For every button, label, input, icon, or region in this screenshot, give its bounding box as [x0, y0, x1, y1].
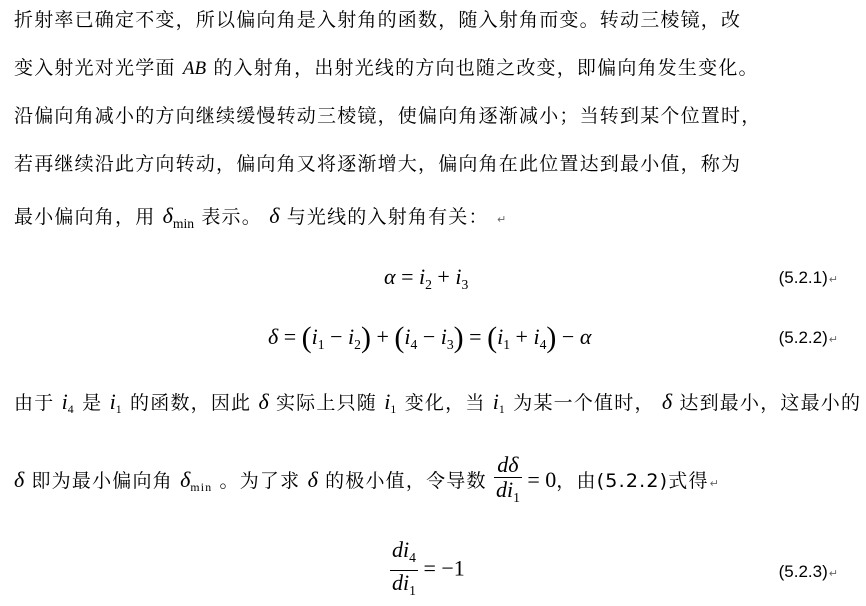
equation-5-2-2: $\delta = (i_1 - i_2) + (i_4 - i_3) = (i_1 + i_4) - \alpha$ — [268, 321, 592, 354]
text-run: 的函数，因此 — [130, 392, 252, 414]
text-run: 的入射角，出射光线的方向也随之改变，即偏向角发生变化。 — [213, 57, 759, 79]
paragraph-line-1 — [14, 7, 856, 33]
equation-number-5-2-2: (5.2.2)↵ — [778, 328, 838, 347]
delta-min-symbol: $\delta_{min}$ — [162, 203, 195, 231]
text-run: 变化，当 — [404, 392, 486, 414]
return-mark-icon: ↵ — [828, 333, 838, 346]
text-run: 变入射光对光学面 — [14, 57, 176, 79]
text-run: 。为了求 — [219, 470, 301, 492]
equation-5-2-1: $\alpha = i_2 + i_3$ — [384, 264, 469, 292]
text-run: 达到最小，这最小的 — [679, 392, 862, 414]
equation-number-5-2-3: (5.2.3)↵ — [778, 562, 838, 581]
delta-symbol: δ — [269, 203, 280, 228]
return-mark-icon: ↵ — [828, 567, 838, 580]
text-run: 若再继续沿此方向转动，偏向角又将逐渐增大，偏向角在此位置达到最小值，称为 — [14, 153, 742, 175]
surface-label: AB — [182, 58, 207, 79]
derivative-fraction: $\frac{di_4}{di_1}$ — [392, 537, 416, 598]
text-run: 是 — [82, 392, 103, 414]
equation-5-2-3: $\frac{di_4}{di_1}$ = −1 — [390, 538, 465, 603]
text-run: 的极小值，令导数 — [325, 470, 487, 492]
return-mark-icon: ↵ — [496, 213, 508, 226]
paragraph2-line-1: 由于 $i_4$ 是 $i_1$ 的函数，因此 δ 实际上只随 $i_1$ 变化，当 $i_1$ 为某一个值时， δ 达到最小，这最小的 — [14, 389, 862, 417]
text-run: 与光线的入射角有关： — [286, 206, 489, 228]
equation-number-5-2-1: (5.2.1)↵ — [778, 268, 838, 287]
paragraph-line-3 — [14, 103, 856, 129]
text-run: 最小偏向角，用 — [14, 206, 156, 228]
return-mark-icon: ↵ — [828, 273, 838, 286]
paragraph-line-5 — [14, 203, 856, 237]
text-run: 即为最小偏向角 — [31, 470, 173, 492]
text-run: 为某一个值时， — [513, 392, 655, 414]
text-run: 由于 — [14, 392, 55, 414]
text-run: ，由(5.2.2)式得 — [556, 470, 709, 492]
text-run: 实际上只随 — [275, 392, 377, 414]
paragraph-line-2 — [14, 55, 856, 82]
text-run: 折射率已确定不变，所以偏向角是入射角的函数，随入射角而变。转动三棱镜，改 — [14, 9, 742, 31]
text-run: 沿偏向角减小的方向继续缓慢转动三棱镜，使偏向角逐渐减小；当转到某个位置时， — [14, 105, 762, 127]
paragraph2-line-2: δ 即为最小偏向角 $\delta_{min}$ 。为了求 δ 的极小值，令导数 $\frac{d\delta}{di_1}$ = 0，由(5.2.2)式得↵ — [14, 450, 856, 514]
text-run: 表示。 — [201, 206, 262, 228]
return-mark-icon: ↵ — [709, 477, 721, 490]
paragraph-line-4 — [14, 151, 856, 177]
derivative-fraction: $\frac{d\delta}{di_1}$ — [495, 452, 520, 505]
